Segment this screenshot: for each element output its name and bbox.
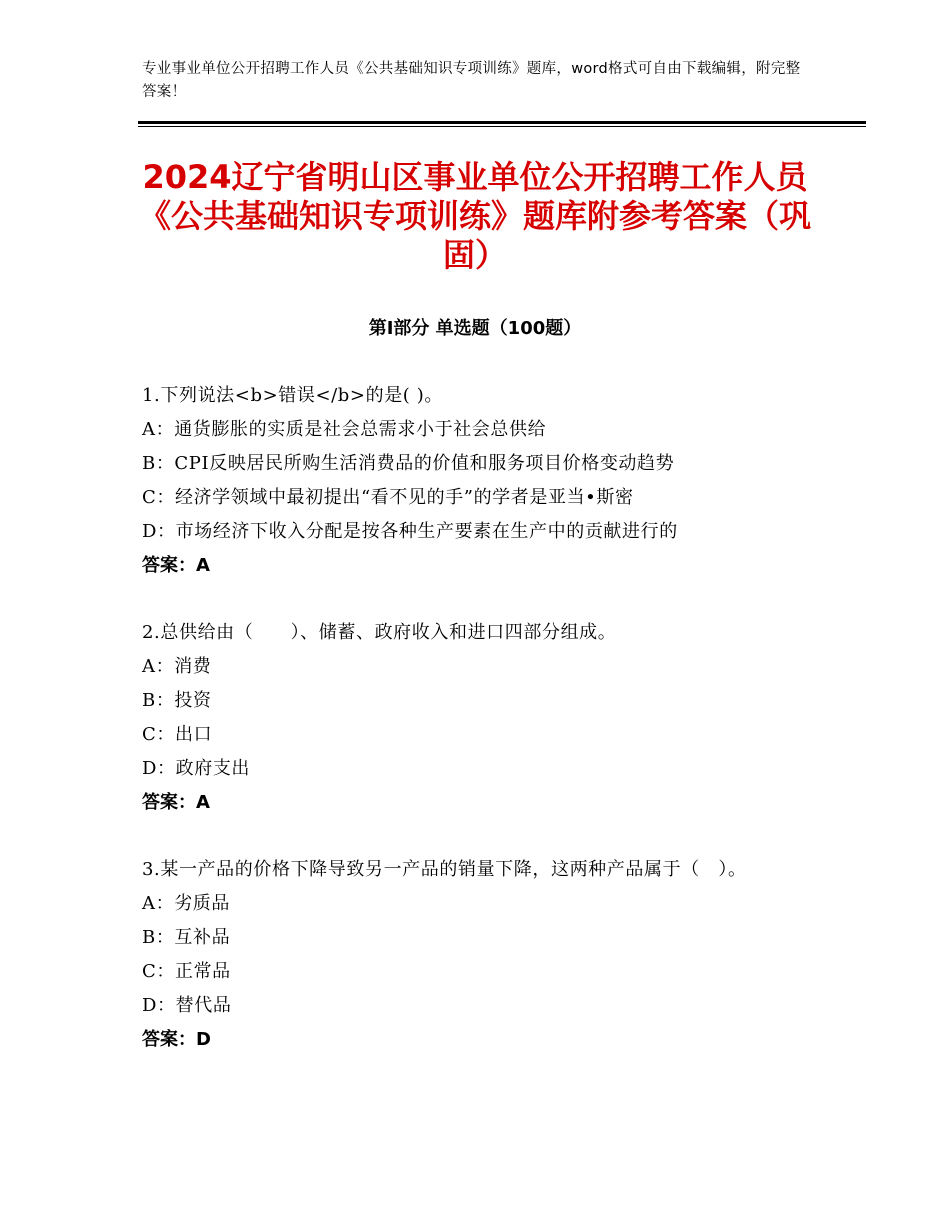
section-title: 第Ⅰ部分 单选题（100题）: [368, 318, 582, 339]
answer: 答案：A: [142, 555, 210, 576]
option-c: C：出口: [142, 724, 213, 745]
header-rule-thick: [138, 121, 866, 124]
option-a: A：劣质品: [142, 893, 230, 914]
answer: 答案：D: [142, 1029, 211, 1050]
answer: 答案：A: [142, 792, 210, 813]
question-2: [142, 616, 812, 820]
header-rule-thin: [138, 126, 866, 127]
question-list: [142, 379, 812, 1090]
option-c: C：正常品: [142, 961, 231, 982]
option-b: B：互补品: [142, 927, 231, 948]
question-stem: 1.下列说法<b>错误</b>的是( )。: [142, 385, 443, 406]
option-d: D：替代品: [142, 995, 232, 1016]
option-b: B：CPI反映居民所购生活消费品的价值和服务项目价格变动趋势: [142, 453, 675, 474]
document-title: 2024辽宁省明山区事业单位公开招聘工作人员《公共基础知识专项训练》题库附参考答案（巩固）: [138, 158, 811, 274]
question-1: [142, 379, 812, 583]
option-a: A：消费: [142, 656, 212, 677]
option-b: B：投资: [142, 690, 212, 711]
question-3: [142, 853, 812, 1057]
question-stem: 2.总供给由（ ）、储蓄、政府收入和进口四部分组成。: [142, 622, 617, 643]
question-stem: 3.某一产品的价格下降导致另一产品的销量下降，这两种产品属于（ ）。: [142, 859, 747, 880]
option-a: A：通货膨胀的实质是社会总需求小于社会总供给: [142, 419, 547, 440]
option-d: D：政府支出: [142, 758, 251, 779]
option-d: D：市场经济下收入分配是按各种生产要素在生产中的贡献进行的: [142, 521, 678, 542]
option-c: C：经济学领域中最初提出“看不见的手”的学者是亚当•斯密: [142, 487, 634, 508]
header-note: 专业事业单位公开招聘工作人员《公共基础知识专项训练》题库，word格式可自由下载编辑，附完整答案！: [142, 61, 801, 100]
